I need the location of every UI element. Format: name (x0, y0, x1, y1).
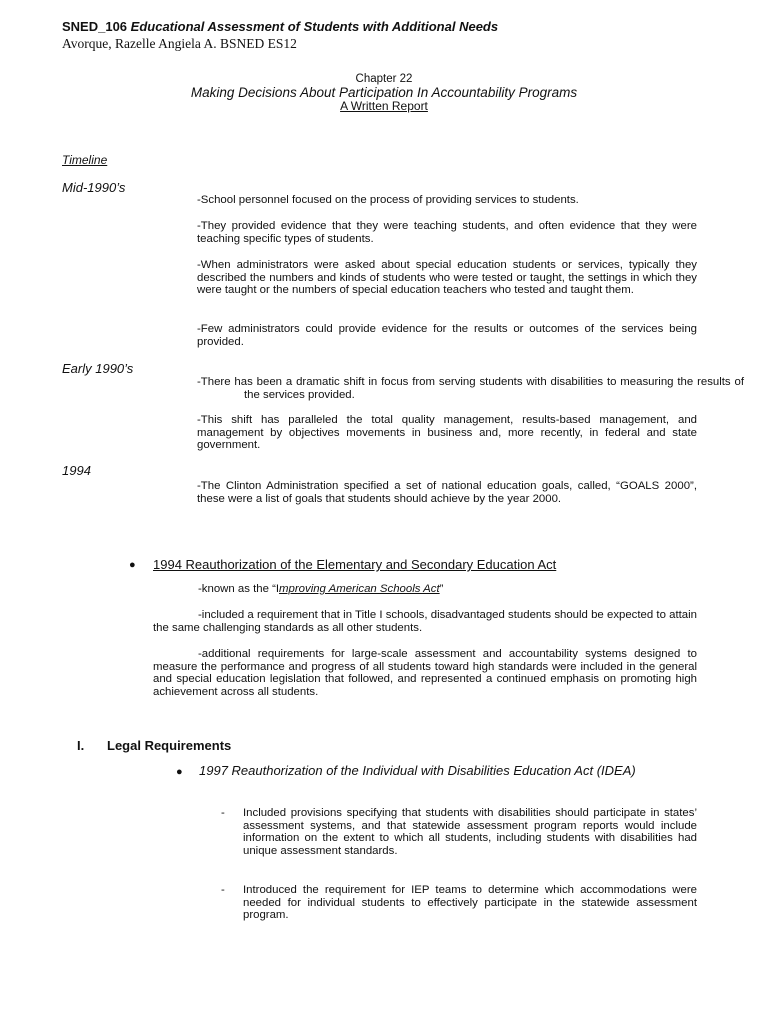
known-as-prefix: -known as the “I (198, 583, 280, 595)
reauthorization-paragraph: -included a requirement that in Title I schools, disadvantaged students should be expected to attain the same challenging standards as all other students. (153, 609, 697, 634)
idea-heading: 1997 Reauthorization of the Individual with Disabilities Education Act (IDEA) (199, 763, 636, 778)
known-as-line (198, 583, 443, 595)
course-code: SNED_106 (62, 19, 128, 34)
timeline-paragraph: -They provided evidence that they were teaching students, and often evidence that they were teaching specific types of students. (197, 220, 697, 245)
section-title: Legal Requirements (107, 738, 232, 753)
known-as-name: mproving American Schools Act (279, 583, 440, 595)
timeline-paragraph: -When administrators were asked about special education students or services, typically they described the numbers and kinds of students who were tested or taught, the settings in which they were taught or the numbers of special education teachers who tested and taught them. (197, 259, 697, 297)
dash-marker: - (221, 884, 225, 896)
section-number: I. (77, 738, 85, 753)
timeline-paragraph: -School personnel focused on the process of providing services to students. (197, 194, 579, 206)
idea-item: Included provisions specifying that students with disabilities should participate in states’ assessment systems, and that statewide assessment program reports would include information on the extent to which all students, including students with disabilities had unique assessment standards. (243, 807, 697, 857)
timeline-paragraph: -Few administrators could provide evidence for the results or outcomes of the services being provided. (197, 323, 697, 348)
timeline-paragraph: -There has been a dramatic shift in focus from serving students with disabilities to measuring the results of the services provided. (197, 376, 744, 401)
period-mid-1990s: Mid-1990’s (62, 180, 126, 195)
timeline-label: Timeline (62, 153, 108, 167)
author-line: Avorque, Razelle Angiela A. BSNED ES12 (62, 36, 297, 51)
bullet-icon: ● (129, 559, 136, 571)
report-title: Making Decisions About Participation In Accountability Programs (190, 85, 578, 100)
known-as-suffix: ” (439, 583, 444, 595)
report-subtitle: A Written Report (340, 99, 428, 113)
period-1994: 1994 (62, 463, 91, 478)
chapter-label: Chapter 22 (355, 73, 413, 85)
reauthorization-heading: 1994 Reauthorization of the Elementary and Secondary Education Act (153, 557, 557, 572)
course-header (62, 19, 498, 34)
reauthorization-paragraph: -additional requirements for large-scale assessment and accountability systems designed to measure the performance and progress of all students toward high standards were included in the general and special education legislation that followed, and represented a continued emphasis on promoting high achievement across all students. (153, 648, 697, 698)
period-early-1990s: Early 1990’s (62, 361, 134, 376)
timeline-paragraph: -This shift has paralleled the total quality management, results-based management, and management by objectives movements in business and, more recently, in federal and state government. (197, 414, 697, 452)
timeline-paragraph: -The Clinton Administration specified a set of national education goals, called, “GOALS 2000”, these were a list of goals that students should achieve by the year 2000. (197, 480, 697, 505)
bullet-icon: ● (176, 766, 183, 778)
idea-item: Introduced the requirement for IEP teams to determine which accommodations were needed for individual students to effectively participate in the statewide assessment program. (243, 884, 697, 922)
course-title: Educational Assessment of Students with Additional Needs (130, 19, 499, 34)
dash-marker: - (221, 807, 225, 819)
